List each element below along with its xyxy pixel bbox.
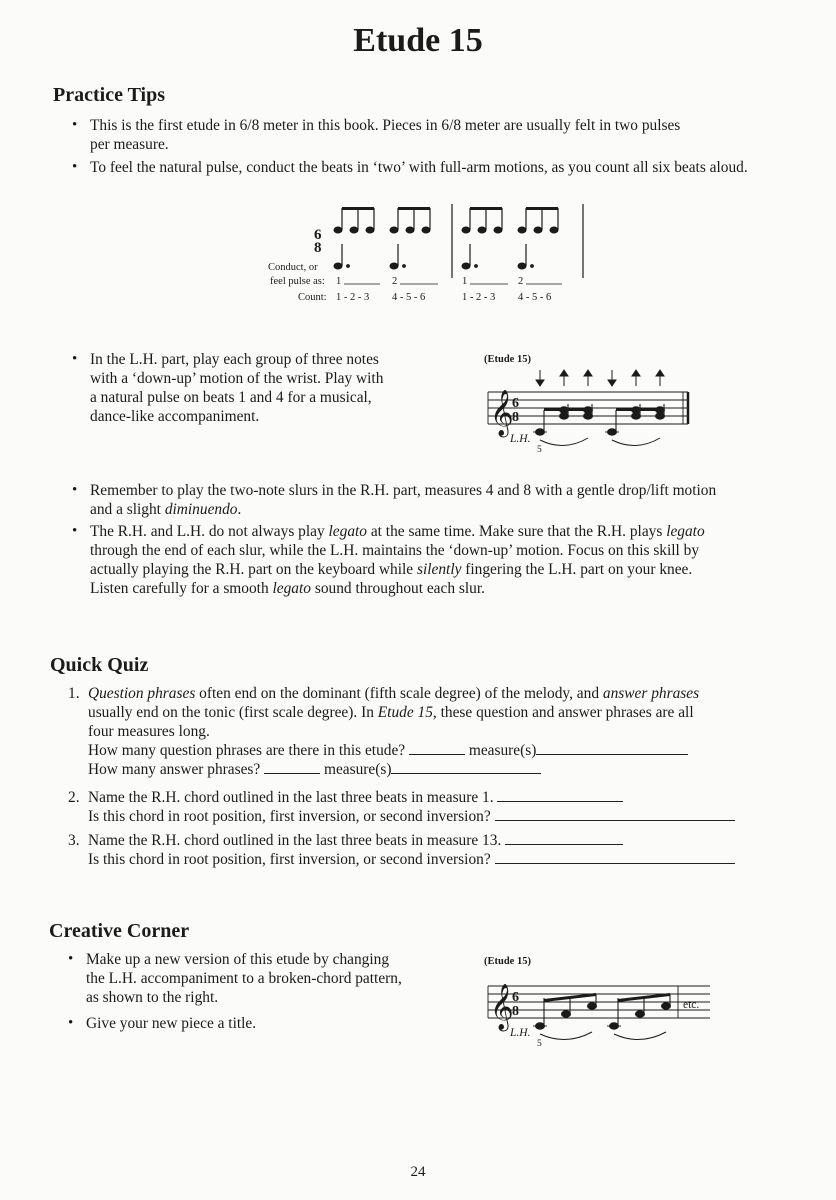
svg-text:6: 6: [512, 990, 519, 1005]
rhythm-conducting-diagram: [0, 190, 836, 310]
tip-conduct-in-two: To feel the natural pulse, conduct the beats in ‘two’ with full-arm motions, as you count all six beats aloud.: [90, 159, 748, 176]
bullet-marker: •: [72, 159, 78, 175]
question-number: 1.: [68, 685, 80, 702]
page-title: Etude 15: [353, 22, 483, 59]
tip-two-note-slurs: Remember to play the two-note slurs in the R.H. part, measures 4 and 8 with a gentle drop/lift motion and a slight diminuendo.: [90, 482, 717, 518]
fingering-number: 5: [537, 1039, 542, 1049]
bullet-marker: •: [72, 117, 78, 133]
tip-down-up-motion: In the L.H. part, play each group of three notes with a ‘down-up’ motion of the wrist. Play with a natural pulse on beats 1 and 4 for a musical, dance-like accompaniment.: [90, 351, 384, 425]
count-value: 1 - 2 - 3: [336, 292, 370, 303]
answer-blank[interactable]: [495, 850, 735, 864]
svg-text:6: 6: [512, 396, 519, 411]
treble-clef-icon: 𝄞: [490, 984, 514, 1029]
slur: [612, 438, 660, 446]
tip-give-title: Give your new piece a title.: [86, 1015, 257, 1032]
conduct-label: Conduct, or: [268, 262, 318, 273]
answer-blank[interactable]: [409, 741, 465, 755]
tip-legato-independence: The R.H. and L.H. do not always play legato at the same time. Make sure that the R.H. plays legato through the end of each slur, while the L.H. maintains the ‘down-up’ motion. Focus on this skill by actually playing the R.H. part on the keyboard while silently fingering the L.H. part on your knee. Listen carefully for a smooth legato sound throughout each slur.: [90, 523, 705, 597]
left-hand-label: L.H.: [510, 1027, 531, 1039]
svg-text:8: 8: [512, 410, 519, 425]
answer-blank[interactable]: [391, 760, 541, 774]
quick-quiz-heading: Quick Quiz: [50, 654, 149, 676]
lh-note-group: [605, 404, 665, 435]
etc-label: etc.: [683, 999, 700, 1011]
answer-blank[interactable]: [495, 807, 735, 821]
quiz-question-2: Name the R.H. chord outlined in the last three beats in measure 1. Is this chord in root position, first inversion, or second inversion?: [88, 788, 818, 826]
dotted-quarter-note: [462, 244, 477, 269]
lh-note-group: [533, 404, 593, 435]
treble-clef-icon: 𝄞: [490, 390, 514, 435]
time-signature-bottom: 8: [314, 240, 322, 256]
down-up-arrows: [536, 370, 664, 386]
pulse-value: 2: [392, 276, 398, 287]
left-hand-label: L.H.: [510, 433, 531, 445]
bullet-marker: •: [72, 351, 78, 367]
answer-blank[interactable]: [264, 760, 320, 774]
fingering-number: 5: [537, 445, 542, 455]
quiz-question-1: Question phrases often end on the dominant (fifth scale degree) of the melody, and answer phrases usually end on the tonic (first scale degree). In Etude 15, these question and answer phrases are all four measures long. How many question phrases are there in this etude? measure(s) How many answer phrases? measure(s): [88, 685, 700, 778]
count-value: 4 - 5 - 6: [518, 292, 552, 303]
slur: [540, 1032, 592, 1040]
answer-blank[interactable]: [536, 741, 688, 755]
slur: [614, 1032, 666, 1040]
question-number: 3.: [68, 832, 80, 849]
example-label: (Etude 15): [484, 354, 531, 365]
lh-down-up-example: [478, 348, 708, 468]
staff-lines: [488, 986, 710, 1018]
example-label: (Etude 15): [484, 956, 531, 967]
page-number: 24: [410, 1164, 426, 1180]
count-value: 1 - 2 - 3: [462, 292, 496, 303]
dotted-quarter-note: [334, 244, 349, 269]
lh-note-group: [607, 993, 671, 1029]
creative-corner-heading: Creative Corner: [49, 920, 190, 942]
count-label: Count:: [298, 292, 327, 303]
broken-chord-example: [478, 948, 718, 1058]
pulse-value: 1: [462, 276, 468, 287]
quiz-question-3: Name the R.H. chord outlined in the last three beats in measure 13. Is this chord in root position, first inversion, or second inversion?: [88, 831, 818, 869]
time-signature-top: 6: [314, 227, 322, 243]
pulse-value: 2: [518, 276, 524, 287]
tip-6-8-meter: This is the first etude in 6/8 meter in this book. Pieces in 6/8 meter are usually felt in two pulses per measure.: [90, 117, 681, 153]
practice-tips-heading: Practice Tips: [53, 84, 166, 106]
dotted-quarter-note: [518, 244, 533, 269]
bullet-marker: •: [72, 523, 78, 539]
slur: [540, 438, 588, 446]
answer-blank[interactable]: [497, 788, 623, 802]
count-value: 4 - 5 - 6: [392, 292, 426, 303]
question-number: 2.: [68, 789, 80, 806]
bullet-marker: •: [68, 1015, 74, 1031]
eighth-note-group: [334, 207, 374, 233]
pulse-value: 1: [336, 276, 342, 287]
eighth-note-group: [390, 207, 430, 233]
svg-text:8: 8: [512, 1004, 519, 1019]
eighth-note-group: [518, 207, 558, 233]
pulse-label: feel pulse as:: [270, 276, 325, 287]
bullet-marker: •: [68, 951, 74, 967]
eighth-note-group: [462, 207, 502, 233]
answer-blank[interactable]: [505, 831, 623, 845]
tip-broken-chord: Make up a new version of this etude by changing the L.H. accompaniment to a broken-chord pattern, as shown to the right.: [86, 951, 402, 1006]
dotted-quarter-note: [390, 244, 405, 269]
lh-note-group: [533, 993, 597, 1029]
bullet-marker: •: [72, 482, 78, 498]
